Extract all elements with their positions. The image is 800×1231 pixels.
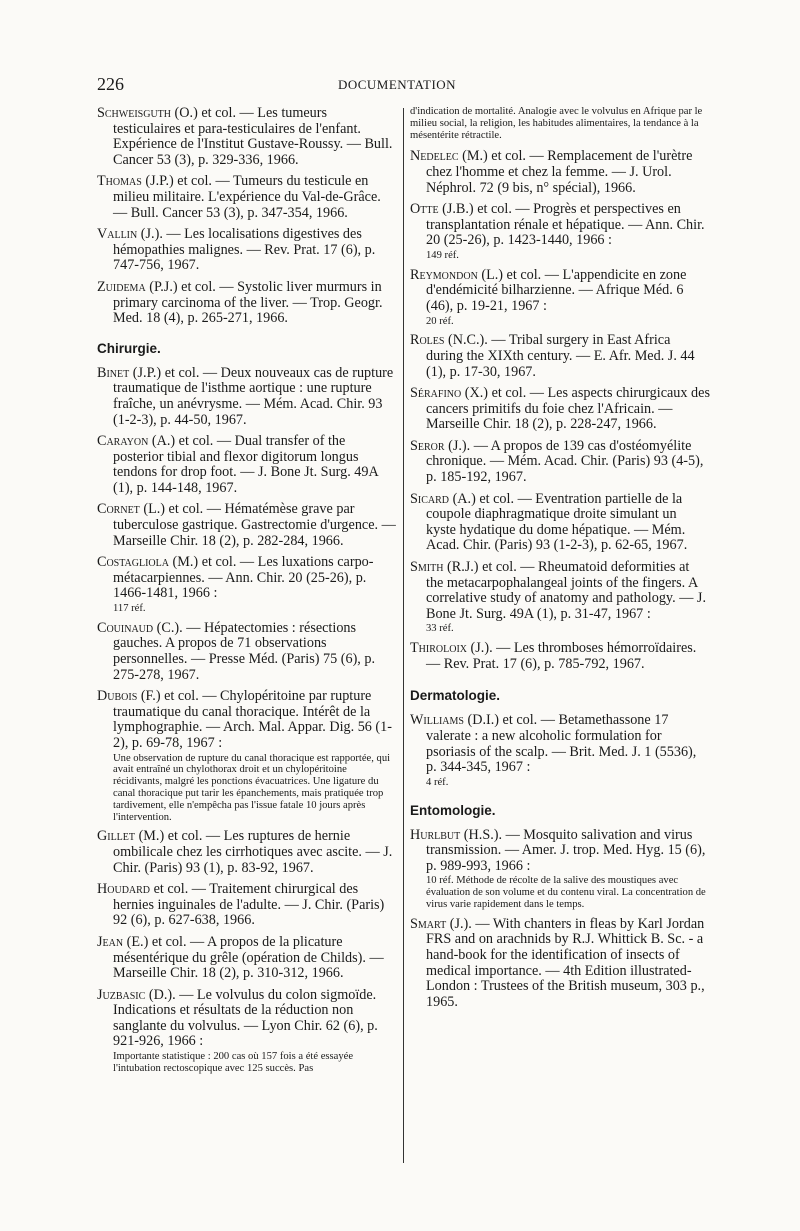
bibliography-entry xyxy=(97,882,397,929)
entry-author: Zuidema xyxy=(97,278,146,295)
entry-text: (P.J.) et col. — Systolic liver murmurs in primary carcinoma of the liver. — Trop. Geogr. Med. 18 (4), p. 265-271, 1966. xyxy=(113,278,383,327)
entry-author: Vallin xyxy=(97,226,138,243)
column-divider xyxy=(403,108,404,1163)
right-entries-entomologie xyxy=(410,828,710,1011)
entry-note: Importante statistique : 200 cas où 157 fois a été essayée l'intubation rectoscopique avec 125 succès. Pas xyxy=(113,1051,354,1074)
entry-author: Schweisguth xyxy=(97,105,171,121)
entry-author: Smart xyxy=(410,915,447,932)
bibliography-entry xyxy=(410,492,710,554)
entry-author: Reymondon xyxy=(410,266,478,283)
entry-text: (J.). — Les localisations digestives des hémopathies malignes. — Rev. Prat. 17 (6), p. 747-756, 1967. xyxy=(113,226,376,274)
entry-author: Houdard xyxy=(97,881,151,898)
bibliography-entry xyxy=(410,149,710,196)
entry-text: (E.) et col. — A propos de la plicature mésentérique du grêle (opération de Childs). — Marseille Chir. 18 (2), p. 310-312, 1966. xyxy=(113,933,384,982)
entry-text: (J.). — A propos de 139 cas d'ostéomyélite chronique. — Mém. Acad. Chir. (Paris) 93 (4-5), p. 185-192, 1967. xyxy=(426,437,704,486)
bibliography-entry xyxy=(410,202,710,249)
entry-text: (H.S.). — Mosquito salivation and virus transmission. — Amer. J. trop. Med. Hyg. 15 (6), p. 989-993, 1966 : xyxy=(426,826,706,874)
entry-text: (D.I.) et col. — Betamethassone 17 valerate : a new alcoholic formulation for psoriasis of the scalp. — Brit. Med. J. 1 (5536), p. 344-345, 1967 : xyxy=(426,712,697,776)
bibliography-entry xyxy=(97,366,397,428)
bibliography-entry xyxy=(410,917,710,1011)
entry-text: (J.P.) et col. — Tumeurs du testicule en milieu militaire. L'expérience du Val-de-Grâce. — Bull. Cancer 53 (3), p. 347-354, 1966. xyxy=(113,173,381,221)
entry-note: Une observation de rupture du canal thoracique est rapportée, qui avait entraîné un chylothorax droit et un chylopéritoine récidivants, malgré les ponctions évacuatrices. Une ligature du canal thoracique put tarir les épanchements, mais pratiquée trop tardivement, elle n'empêcha pas l'issue fatale 10 jours après l'intervention. xyxy=(113,752,391,823)
entry-note: 10 réf. Méthode de récolte de la salive des moustiques avec évaluation de son volume et du contenu viral. La concentration de virus varie rapidement dans le temps. xyxy=(426,875,706,910)
entry-author: Hurlbut xyxy=(410,826,461,843)
bibliography-entry xyxy=(97,935,397,982)
entry-author: Dubois xyxy=(97,688,138,705)
entry-text: et col. — Traitement chirurgical des hernies inguinales de l'adulte. — J. Chir. (Paris) 92 (6), p. 627-638, 1966. xyxy=(113,881,385,929)
entry-author: Smith xyxy=(410,559,444,576)
bibliography-entry xyxy=(97,988,397,1050)
left-entries-top xyxy=(97,106,397,327)
entry-author: Roles xyxy=(410,332,445,349)
entry-text: (R.J.) et col. — Rheumatoid deformities at the metacarpophalangeal joints of the fingers. A correlative study of anatomy and pathology. — J. Bone Jt. Surg. 49A (1), p. 31-47, 1967 : xyxy=(426,559,707,622)
entry-author: Sérafino xyxy=(410,385,462,402)
entry-text: (J.). — With chanters in fleas by Karl Jordan FRS and on arachnids by R.J. Whittick B. Sc. - a hand-book for the identification of insects of medical importance. — 4th Edition illustrated-London : Trustees of the British museum, 303 p., 1965. xyxy=(426,915,705,1010)
entry-note: 4 réf. xyxy=(426,776,449,788)
entry-author: Costagliola xyxy=(97,554,169,571)
entry-author: Otte xyxy=(410,201,439,218)
bibliography-entry xyxy=(97,174,397,221)
entry-author: Binet xyxy=(97,364,130,381)
right-entries-chirurgie xyxy=(410,149,710,672)
entry-author: Jean xyxy=(97,933,124,950)
bibliography-entry xyxy=(97,621,397,683)
entry-note: 149 réf. xyxy=(426,249,459,261)
entry-text: (A.) et col. — Eventration partielle de la coupole diaphragmatique droite simulant un kyste hydatique du dome hépatique. — Mém. Acad. Chir. (Paris) 93 (1-2-3), p. 62-65, 1967. xyxy=(426,490,688,554)
entry-text: (D.). — Le volvulus du colon sigmoïde. Indications et résultats de la réduction non sanglante du volvulus. — Lyon Chir. 62 (6), p. 921-926, 1966 : xyxy=(113,986,378,1050)
entry-author: Couinaud xyxy=(97,619,154,636)
bibliography-entry xyxy=(97,434,397,496)
bibliography-entry xyxy=(97,555,397,602)
entry-note: 117 réf. xyxy=(113,603,146,615)
entry-author: Seror xyxy=(410,437,445,454)
page-number: 226 xyxy=(97,74,124,94)
right-entries-dermatologie xyxy=(410,713,710,788)
bibliography-entry xyxy=(97,829,397,876)
bibliography-entry xyxy=(410,560,710,622)
entry-author: Gillet xyxy=(97,828,136,845)
entry-text: (J.). — Les thromboses hémorroïdaires. — Rev. Prat. 17 (6), p. 785-792, 1967. xyxy=(426,640,697,672)
entry-author: Cornet xyxy=(97,501,140,518)
bibliography-entry xyxy=(97,689,397,751)
entry-text: (F.) et col. — Chylopéritoine par rupture traumatique du canal thoracique. Intérêt de la lymphographie. — Arch. Mal. Appar. Dig. 56 (1-2), p. 69-78, 1967 : xyxy=(113,688,392,751)
bibliography-entry xyxy=(410,713,710,775)
entry-note: 20 réf. xyxy=(426,315,454,327)
entry-text: (J.P.) et col. — Deux nouveaux cas de rupture traumatique de l'isthme aortique : une rupture fraîche, un anévrysme. — Mém. Acad. Chir. 93 (1-2-3), p. 44-50, 1967. xyxy=(113,364,394,428)
entry-text: (O.) et col. — Les tumeurs testiculaires et para-testiculaires de l'enfant. Expérience de l'Institut Gustave-Roussy. — Bull. Cancer 53 (3), p. 329-336, 1966. xyxy=(113,105,393,168)
entry-text: (L.) et col. — Hématémèse grave par tuberculose gastrique. Gastrectomie d'urgence. — Marseille Chir. 18 (2), p. 282-284, 1966. xyxy=(113,501,396,549)
entry-author: Sicard xyxy=(410,490,450,507)
section-heading-chirurgie: Chirurgie. xyxy=(97,340,161,356)
bibliography-entry xyxy=(410,333,710,380)
bibliography-entry xyxy=(97,280,397,327)
entry-text: (M.) et col. — Les luxations carpo-métacarpiennes. — Ann. Chir. 20 (25-26), p. 1466-1481, 1966 : xyxy=(113,554,374,602)
bibliography-entry xyxy=(410,828,710,875)
continued-note: d'indication de mortalité. Analogie avec le volvulus en Afrique par le milieu social, la religion, les habitudes alimentaires, la tendance à la mésentérite rétractile. xyxy=(410,106,703,141)
section-heading-entomologie: Entomologie. xyxy=(410,802,496,818)
entry-text: (M.) et col. — Les ruptures de hernie ombilicale chez les cirrhotiques avec ascite. — J. Chir. (Paris) 93 (1), p. 83-92, 1967. xyxy=(113,828,393,876)
bibliography-entry xyxy=(410,641,710,672)
section-heading-dermatologie: Dermatologie. xyxy=(410,688,501,704)
entry-author: Thomas xyxy=(97,173,142,190)
left-column xyxy=(97,106,397,1081)
entry-text: (M.) et col. — Remplacement de l'urètre chez l'homme et chez la femme. — J. Urol. Néphrol. 72 (9 bis, n° spécial), 1966. xyxy=(426,148,693,196)
bibliography-entry xyxy=(410,268,710,315)
entry-text: (L.) et col. — L'appendicite en zone d'endémicité bilharzienne. — Afrique Méd. 6 (46), p. 19-21, 1967 : xyxy=(426,266,687,314)
left-entries-chirurgie xyxy=(97,366,397,1075)
entry-text: (A.) et col. — Dual transfer of the posterior tibial and flexor digitorum longus tendons for drop foot. — J. Bone Jt. Surg. 49A (1), p. 144-148, 1967. xyxy=(113,433,378,496)
entry-text: (X.) et col. — Les aspects chirurgicaux des cancers primitifs du foie chez l'Africain. — Marseille Chir. 18 (2), p. 228-247, 1966. xyxy=(426,385,710,433)
running-title: DOCUMENTATION xyxy=(337,77,457,92)
entry-text: (C.). — Hépatectomies : résections gauches. A propos de 71 observations personnelles. — Presse Méd. (Paris) 75 (6), p. 275-278, 1967. xyxy=(113,619,376,683)
entry-author: Williams xyxy=(410,712,464,729)
bibliography-entry xyxy=(97,106,397,168)
bibliography-entry xyxy=(97,227,397,274)
entry-author: Nedelec xyxy=(410,148,459,165)
entry-author: Thiroloix xyxy=(410,640,467,657)
entry-text: (J.B.) et col. — Progrès et perspectives en transplantation rénale et hépatique. — Ann. Chir. 20 (25-26), p. 1423-1440, 1966 : xyxy=(426,201,705,249)
entry-note: 33 réf. xyxy=(426,623,454,635)
right-column xyxy=(410,106,710,1016)
bibliography-entry xyxy=(97,502,397,549)
entry-author: Juzbasic xyxy=(97,986,146,1003)
bibliography-entry xyxy=(410,439,710,486)
entry-author: Carayon xyxy=(97,433,149,450)
entry-text: (N.C.). — Tribal surgery in East Africa during the XIXth century. — E. Afr. Med. J. 44 (1), p. 17-30, 1967. xyxy=(426,332,695,380)
bibliography-entry xyxy=(410,386,710,433)
page-header xyxy=(97,74,697,96)
